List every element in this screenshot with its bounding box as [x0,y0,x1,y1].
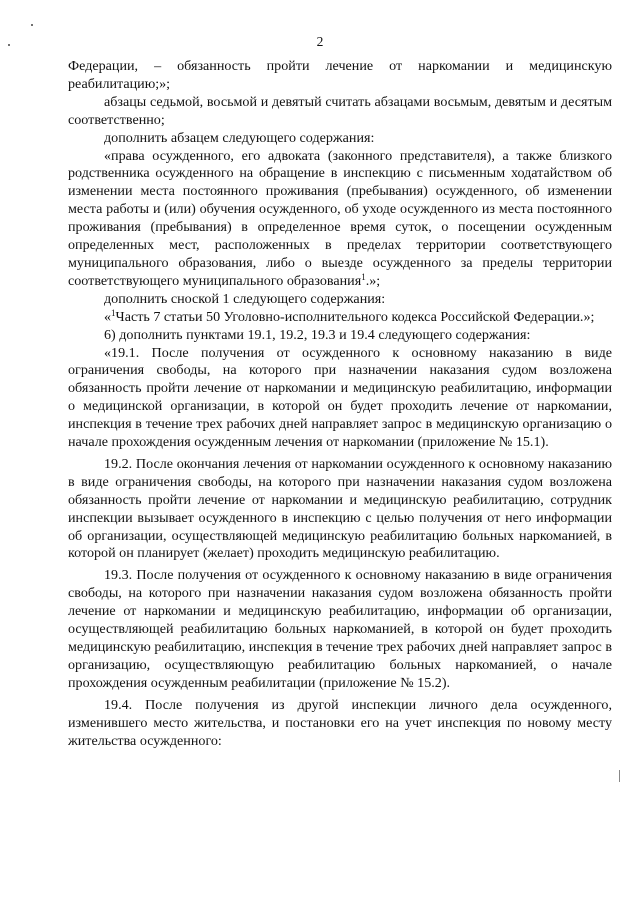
rights-clause-text: «права осужденного, его адвоката (законного представителя), а также близкого родственника осужденного на обращение в инспекцию с письменным ходатайством об изменении места постоянного проживания (пребывания) осужденного, об изменении места работы и (или) обучения осужденного, об уходе осужденного из места постоянного проживания (пребывания) в определенное время суток, о посещении осужденным определенных мест, расположенных в пределах территории соответствующего муниципального образования, либо о выезде осужденного за пределы территории соответствующего муниципального образования [68,147,612,289]
rights-clause-end: .»; [365,272,381,289]
footnote-mark: 1 [361,271,366,282]
scan-speck [8,44,10,46]
footnote-mark: 1 [111,307,116,318]
paragraph-continuation: Федерации, – обязанность пройти лечение от наркомании и медицинскую реабилитацию;»; [68,58,612,92]
document-body [68,58,612,750]
paragraph-point-19-1: «19.1. После получения от осужденного к основному наказанию в виде ограничения свободы, на которого при назначении наказания судом возложена обязанность пройти лечение от наркомании и медицинскую реабилитацию, информации о медицинской организации, в которой он будет проходить лечение от наркомании, инспекция в течение трех рабочих дней направляет запрос в медицинскую организацию о начале прохождения осужденным лечения от наркомании (приложение № 15.1). [68,344,612,451]
paragraph-rights-clause [68,148,612,291]
paragraph-add-footnote-heading: дополнить сноской 1 следующего содержания: [104,290,386,307]
footnote-open-quote: « [104,308,112,325]
paragraph-add-points-heading: 6) дополнить пунктами 19.1, 19.2, 19.3 и 19.4 следующего содержания: [104,326,531,343]
paragraph-renumber-clause: абзацы седьмой, восьмой и девятый считать абзацами восьмым, девятым и десятым соответственно; [68,93,612,128]
page-number: 2 [316,34,324,49]
footnote-content: Часть 7 статьи 50 Уголовно-исполнительного кодекса Российской Федерации.»; [115,308,595,325]
paragraph-point-19-2: 19.2. После окончания лечения от наркомании осужденного к основному наказанию в виде ограничения свободы, на которого при назначении наказания судом возложена обязанность пройти лечение от наркомании и медицинскую реабилитацию, сотрудник инспекции вызывает осужденного в инспекцию с целью получения от него информации об организации, осуществляющей медицинскую реабилитацию больных наркоманией, в которой он планирует (желает) проходить медицинскую реабилитацию. [68,455,612,562]
paragraph-add-clause-heading: дополнить абзацем следующего содержания: [104,129,375,146]
scan-mark [619,770,620,782]
paragraph-point-19-3: 19.3. После получения от осужденного к основному наказанию в виде ограничения свободы, на которого при назначении наказания судом возложена обязанность пройти лечение от наркомании и медицинскую реабилитацию, информации об организации, осуществляющей реабилитацию больных наркоманией, в которой он будет проходить медицинскую реабилитацию, инспекция в течение трех рабочих дней направляет запрос в организацию, осуществляющую реабилитацию больных наркоманией, о начале прохождения осужденным реабилитации (приложение № 15.2). [68,567,612,691]
paragraph-footnote-text [68,309,612,327]
paragraph-point-19-4: 19.4. После получения из другой инспекции личного дела осужденного, изменившего место жительства, и постановки его на учет инспекция по новому месту жительства осужденного: [68,696,612,749]
scan-speck [31,24,33,26]
